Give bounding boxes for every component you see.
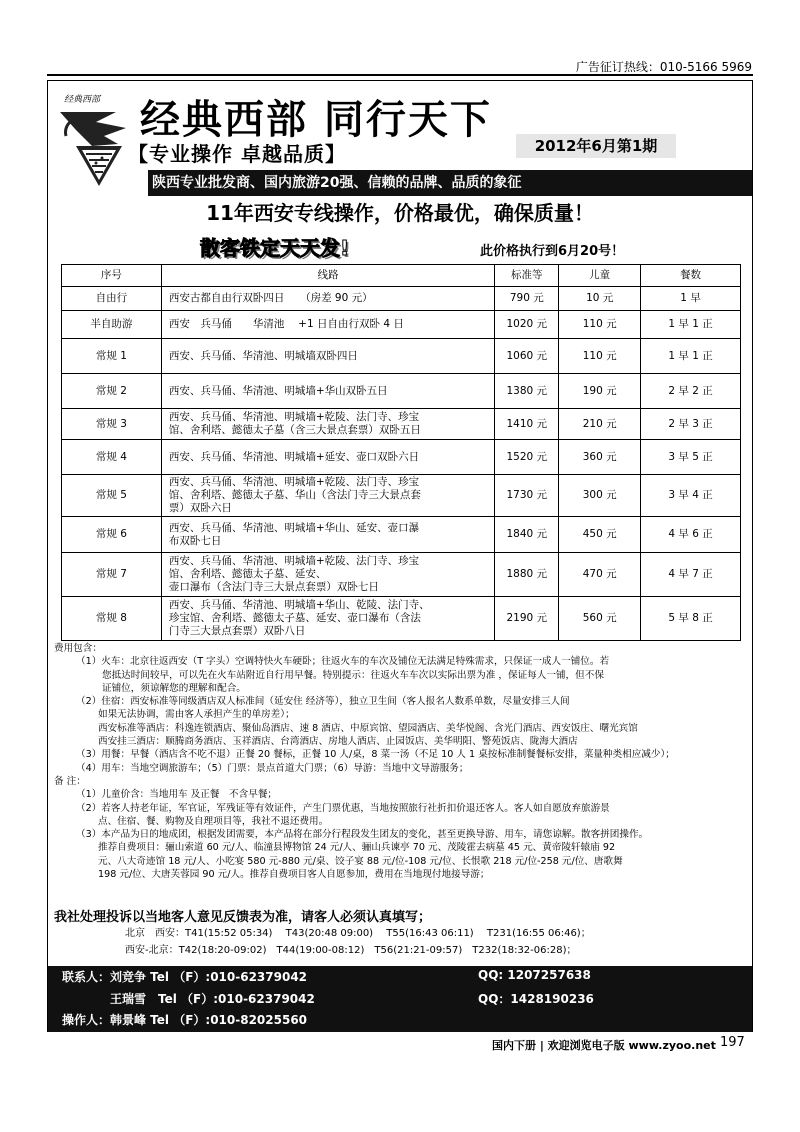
subheadline: 散客铁定天天发! — [200, 236, 350, 260]
route-line: 珍宝馆、舍利塔、懿德太子墓、延安、壶口瀑布（含法 — [168, 612, 421, 624]
cell-meals: 3 早 4 正 — [641, 475, 741, 517]
note-line: （4）用车：当地空调旅游车；（5）门票：景点首道大门票；（6）导游：当地中文导游服务； — [76, 762, 469, 774]
cell-meals: 4 早 6 正 — [641, 517, 741, 553]
cell-id: 常规 1 — [62, 339, 162, 374]
cell-route — [161, 311, 494, 339]
cell-child: 210 元 — [559, 409, 641, 440]
note-line: （1）火车：北京往返西安（T 字头）空调特快火车硬卧；往返火车的车次及铺位无法满足特殊需求，只保证一成人一铺位。若 — [76, 656, 610, 668]
cell-standard: 1380 元 — [495, 374, 559, 409]
cell-route — [161, 440, 494, 475]
note-line: （2）若客人持老年证，军官证，军残证等有效证件，产生门票优惠，当地按照旅行社折扣价退还客人。客人如自愿放弃旅游景 — [76, 802, 610, 814]
complaint-notice: 我社处理投诉以当地客人意见反馈表为准，请客人必须认真填写； — [54, 910, 432, 925]
route-line: 西安古都自由行双卧四日 （房差 90 元） — [168, 292, 373, 304]
col-header-route: 线路 — [161, 265, 494, 287]
cell-route — [161, 517, 494, 553]
cell-route — [161, 475, 494, 517]
cell-child: 470 元 — [559, 553, 641, 597]
company-banner: 陕西专业批发商、国内旅游20强、信赖的品牌、品质的象征 — [148, 170, 752, 196]
route-line: 布双卧七日 — [168, 534, 222, 547]
route-line: 票）双卧六日 — [168, 502, 232, 514]
price-validity: 此价格执行到6月20号！ — [480, 244, 625, 259]
brand-slogan: 经典西部 同行天下 — [140, 96, 492, 143]
cell-standard: 1730 元 — [495, 475, 559, 517]
col-header-meals: 餐数 — [641, 265, 741, 287]
cell-id: 常规 2 — [62, 374, 162, 409]
route-line: 西安、兵马俑、华清池、明城墙双卧四日 — [168, 349, 358, 362]
col-header-child: 儿童 — [559, 265, 641, 287]
cell-id: 常规 3 — [62, 409, 162, 440]
cell-route — [161, 409, 494, 440]
note-line: （3）用餐：早餐（酒店含不吃不退）正餐 20 餐标，正餐 10 人/桌，8 菜一汤（不足 10 人 1 桌按标准制餐餐标安排，菜量种类相应减少）； — [76, 749, 675, 761]
cell-meals: 3 早 5 正 — [641, 440, 741, 475]
cell-id: 常规 5 — [62, 475, 162, 517]
note-line: （3）本产品为日的地成团，根据发团需要，本产品将在部分行程段发生团友的变化，甚至更换导游、用车，请您谅解。散客拼团操作。 — [76, 829, 649, 841]
cell-standard: 1840 元 — [495, 517, 559, 553]
terms-notes — [54, 642, 748, 881]
route-line: 西安、兵马俑、华清池、明城墙+乾陵、法门寺、珍宝 — [168, 411, 420, 423]
operator-name-phone: 操作人：韩景峰 Tel （F）:010-82025560 — [62, 1013, 308, 1027]
contact-name-phone: 联系人：刘竞争 Tel （F）:010-62379042 — [62, 970, 308, 984]
cell-child: 110 元 — [559, 339, 641, 374]
table-row — [62, 409, 741, 440]
page-number: 197 — [720, 1035, 745, 1050]
brand-tagline: 【专业操作 卓越品质】 — [128, 142, 346, 166]
cell-child: 190 元 — [559, 374, 641, 409]
cell-standard: 1020 元 — [495, 311, 559, 339]
route-line: 馆、舍利塔、懿德太子墓、延安、 — [168, 568, 327, 580]
footer-text: 国内下册 | 欢迎浏览电子版 www.zyoo.net — [492, 1039, 716, 1052]
cell-route — [161, 287, 494, 311]
note-line: 点、住宿、餐、购物及自理项目等，我社不退还费用。 — [98, 815, 329, 827]
route-line: 西安、兵马俑、华清池、明城墙+乾陵、法门寺、珍宝 — [168, 555, 420, 567]
cell-id: 常规 6 — [62, 517, 162, 553]
table-row — [62, 553, 741, 597]
remark-title: 备 注： — [54, 775, 86, 787]
cell-route — [161, 339, 494, 374]
issue-date: 2012年6月第1期 — [516, 134, 676, 158]
logo-text: 经典西部 — [64, 95, 101, 105]
table-header-row — [62, 265, 741, 287]
train-row: 北京 西安：T41(15:52 05:34) T43(20:48 09:00) T55(16:43 06:11) T231(16:55 06:46)； — [125, 928, 591, 939]
cell-standard: 1880 元 — [495, 553, 559, 597]
cell-route — [161, 553, 494, 597]
cell-route — [161, 597, 494, 641]
logo — [56, 88, 136, 188]
contact-row — [48, 1011, 752, 1033]
note-line: 推荐自费项目：骊山索道 60 元/人、临潼县博物馆 24 元/人、骊山兵谏亭 70 元、茂陵霍去病墓 45 元、黄帝陵轩辕庙 92 — [98, 842, 616, 854]
route-line: 壶口瀑布（含法门寺三大景点套票）双卧七日 — [168, 581, 379, 593]
table-row — [62, 440, 741, 475]
contact-name-phone: 王瑞雪 Tel （F）:010-62379042 — [62, 992, 315, 1006]
table-row — [62, 287, 741, 311]
note-line: 您抵达时间较早，可以先在火车站附近自行用早餐。特别提示：往返火车车次以实际出票为准 ，保证每人一铺，但不保 — [102, 669, 604, 681]
route-line: 西安、兵马俑、华清池、明城墙+延安、壶口双卧六日 — [168, 450, 420, 463]
cell-meals: 1 早 1 正 — [641, 311, 741, 339]
contact-row — [48, 968, 752, 990]
route-line: 馆、舍利塔、懿德太子墓、华山（含法门寺三大景点套 — [168, 489, 421, 501]
cell-id: 半自助游 — [62, 311, 162, 339]
cell-meals: 1 早 — [641, 287, 741, 311]
note-line: 西安挂三酒店：顺腾商务酒店、玉祥酒店、台湾酒店、房地人酒店、止园饭店、美华明阳、警苑饭店、陇海大酒店 — [98, 736, 578, 748]
note-line: 元、八大奇迹馆 18 元/人、小吃宴 580 元-880 元/桌、饺子宴 88 元/位-108 元/位、长恨歌 218 元/位-258 元/位、唐歌舞 — [98, 855, 623, 867]
cell-route — [161, 374, 494, 409]
cell-id: 常规 7 — [62, 553, 162, 597]
cell-id: 自由行 — [62, 287, 162, 311]
route-line: 西安、兵马俑、华清池、明城墙+华山双卧五日 — [168, 384, 388, 397]
table-row — [62, 311, 741, 339]
cell-child: 300 元 — [559, 475, 641, 517]
table-row — [62, 597, 741, 641]
cell-standard: 790 元 — [495, 287, 559, 311]
cell-child: 450 元 — [559, 517, 641, 553]
cell-child: 360 元 — [559, 440, 641, 475]
contact-qq: QQ: 1207257638 — [478, 968, 591, 982]
cell-child: 10 元 — [559, 287, 641, 311]
route-line: 门寺三大景点套票）双卧八日 — [168, 625, 306, 637]
cell-meals: 1 早 1 正 — [641, 339, 741, 374]
note-line: （1）儿童价含：当地用车 及正餐 不含早餐； — [76, 789, 278, 801]
train-schedule — [125, 925, 591, 959]
cell-standard: 1520 元 — [495, 440, 559, 475]
contact-row — [48, 990, 752, 1012]
cell-id: 常规 8 — [62, 597, 162, 641]
note-line: 证铺位，须谅解您的理解和配合。 — [102, 682, 246, 694]
route-line: 西安、兵马俑、华清池、明城墙+华山、延安、壶口瀑 — [168, 521, 420, 534]
cell-id: 常规 4 — [62, 440, 162, 475]
cell-meals: 5 早 8 正 — [641, 597, 741, 641]
route-line: 西安 兵马俑 华清池 +1 日自由行双卧 4 日 — [168, 318, 404, 330]
route-line: 馆、舍利塔、懿德太子墓（含三大景点套票）双卧五日 — [168, 424, 421, 436]
note-line: 198 元/位、大唐芙蓉园 90 元/人。推荐自费项目客人自愿参加，费用在当地现付地接导游； — [98, 869, 490, 881]
contact-bar — [48, 966, 752, 1032]
cell-meals: 2 早 3 正 — [641, 409, 741, 440]
cell-standard: 1060 元 — [495, 339, 559, 374]
col-header-id: 序号 — [62, 265, 162, 287]
train-row: 西安-北京：T42(18:20-09:02) T44(19:00-08:12) T56(21:21-09:57) T232(18:32-06:28)； — [125, 945, 577, 956]
table-row — [62, 517, 741, 553]
table-row — [62, 475, 741, 517]
contact-qq: QQ：1428190236 — [478, 992, 594, 1006]
cell-standard: 1410 元 — [495, 409, 559, 440]
route-price-table — [61, 264, 741, 641]
note-line: 如果无法协调，需由客人承担产生的单房差）； — [98, 709, 295, 721]
cell-child: 560 元 — [559, 597, 641, 641]
cell-child: 110 元 — [559, 311, 641, 339]
ad-hotline: 广告征订热线：010-5166 5969 — [575, 60, 752, 74]
note-line: 西安标准等酒店：科逸连锁酒店、聚仙岛酒店、速 8 酒店、中原宾馆、望园酒店、美华悦阁、含光门酒店、西安饭庄、曙光宾馆 — [98, 722, 638, 734]
cell-meals: 4 早 7 正 — [641, 553, 741, 597]
cell-standard: 2190 元 — [495, 597, 559, 641]
col-header-standard: 标准等 — [495, 265, 559, 287]
table-row — [62, 339, 741, 374]
table-row — [62, 374, 741, 409]
fee-title: 费用包含： — [54, 643, 102, 654]
top-divider — [47, 74, 753, 76]
note-line: （2）住宿：西安标准等同级酒店双人标准间（延安住 经济等），独立卫生间（客人报名人数系单数，尽量安排三人间 — [76, 696, 570, 708]
route-line: 西安、兵马俑、华清池、明城墙+华山、乾陵、法门寺、 — [168, 599, 430, 611]
headline: 11年西安专线操作，价格最优，确保质量！ — [206, 201, 594, 225]
cell-meals: 2 早 2 正 — [641, 374, 741, 409]
route-line: 西安、兵马俑、华清池、明城墙+乾陵、法门寺、珍宝 — [168, 476, 420, 488]
